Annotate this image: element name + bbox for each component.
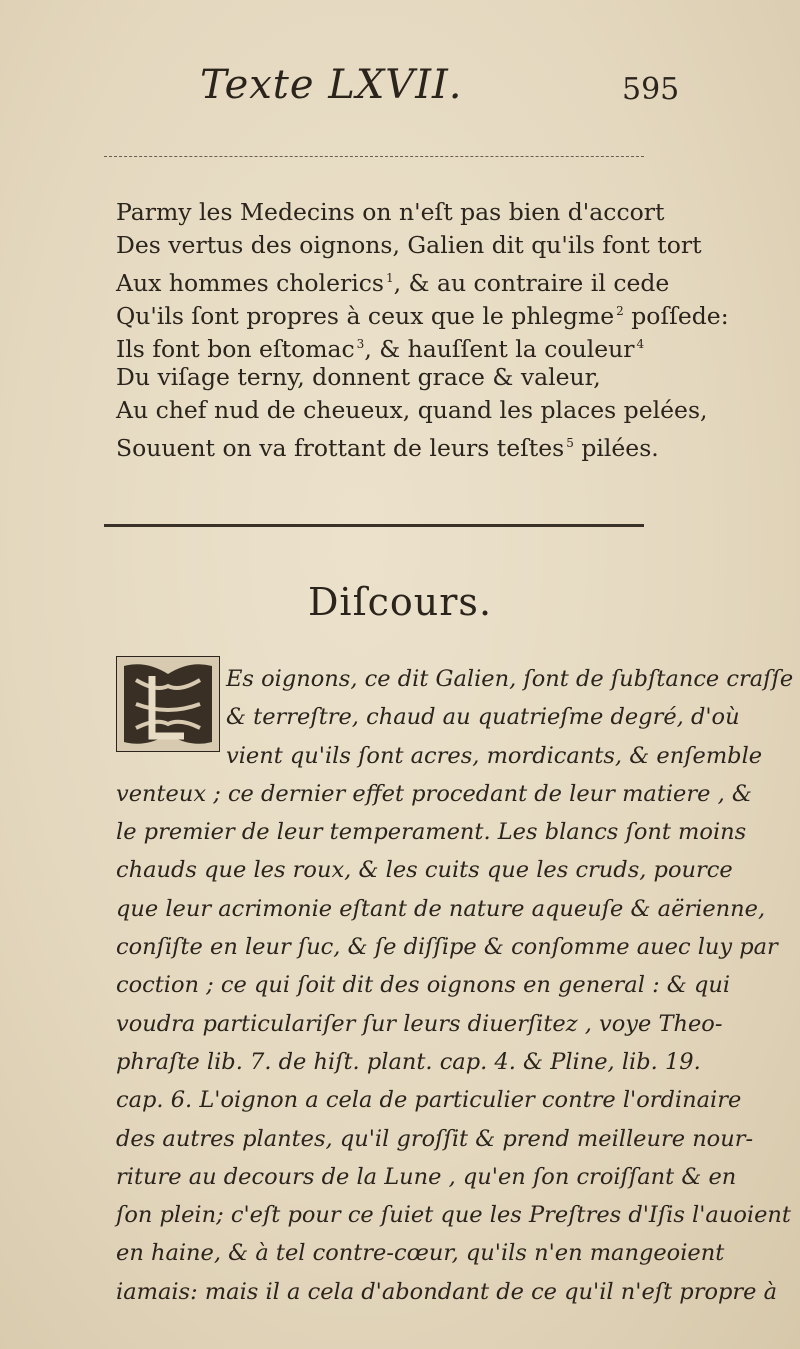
footnote-marker: 3 — [356, 337, 365, 351]
prose-line: ſon plein; c'eſt pour ce ſuiet que les Preſtres d'Iſis l'auoient — [116, 1202, 791, 1229]
prose-line: des autres plantes, qu'il groſſit & prend meilleure nour- — [116, 1125, 754, 1152]
prose-line: conſiſte en leur ſuc, & ſe diſſipe & conſomme auec luy par — [116, 934, 778, 961]
prose-line: venteux ; ce dernier effet procedant de leur matiere , & — [116, 780, 752, 807]
footnote-marker: 5 — [566, 436, 574, 450]
verse-block — [116, 196, 729, 462]
footnote-marker: 4 — [636, 337, 645, 351]
verse-line: Qu'ils ſont propres à ceux que le phlegme $^2$ poſſede: — [116, 301, 729, 330]
prose-line: cap. 6. L'oignon a cela de particulier contre l'ordinaire — [116, 1087, 742, 1114]
prose-line: iamais: mais il a cela d'abondant de ce qu'il n'eſt propre à — [116, 1278, 778, 1305]
verse-line: Ils font bon eſtomac $^3$, & hauſſent la couleur $^4$ — [116, 334, 645, 363]
prose-line: voudra particulariſer ſur leurs diuerſitez , voye Theo- — [116, 1010, 723, 1037]
prose-line: riture au decours de la Lune , qu'en ſon croiſſant & en — [116, 1163, 737, 1190]
section-title: Diſcours. — [307, 580, 493, 624]
page-header — [0, 62, 800, 110]
prose-line: Es oignons, ce dit Galien, ſont de ſubſtance craſſe — [226, 666, 794, 692]
page-number: 595 — [622, 72, 680, 107]
verse-line: Des vertus des oignons, Galien dit qu'ils font tort — [116, 231, 702, 259]
discourse-text — [116, 660, 794, 1311]
verse-line: Au chef nud de cheueux, quand les places pelées, — [116, 396, 708, 424]
prose-line: vient qu'ils ſont acres, mordicants, & enſemble — [226, 742, 763, 769]
prose-line: phraſte lib. 7. de hiſt. plant. cap. 4. & Pline, lib. 19. — [116, 1048, 701, 1075]
running-title: Texte LXVII. — [200, 62, 463, 108]
header-rule — [104, 156, 644, 157]
prose-line: chauds que les roux, & les cuits que les cruds, pource — [116, 857, 733, 884]
prose-line: le premier de leur temperament. Les blancs ſont moins — [116, 819, 747, 846]
section-rule — [104, 524, 644, 527]
footnote-marker: 2 — [616, 304, 624, 318]
prose-line: en haine, & à tel contre-cœur, qu'ils n'en mangeoient — [116, 1240, 725, 1267]
verse-line: Souuent on va frottant de leurs teſtes $^5$ pilées. — [116, 433, 659, 462]
verse-line: Aux hommes cholerics $^1$, & au contraire il cede — [116, 268, 670, 297]
prose-line: & terreſtre, chaud au quatrieſme degré, d'où — [226, 704, 740, 731]
verse-line: Parmy les Medecins on n'eſt pas bien d'accort — [116, 198, 665, 226]
prose-line: que leur acrimonie eſtant de nature aqueuſe & aërienne, — [116, 895, 766, 922]
prose-line: coction ; ce qui ſoit dit des oignons en general : & qui — [116, 972, 731, 999]
verse-line: Du viſage terny, donnent grace & valeur, — [116, 363, 601, 391]
footnote-marker: 1 — [385, 271, 394, 285]
